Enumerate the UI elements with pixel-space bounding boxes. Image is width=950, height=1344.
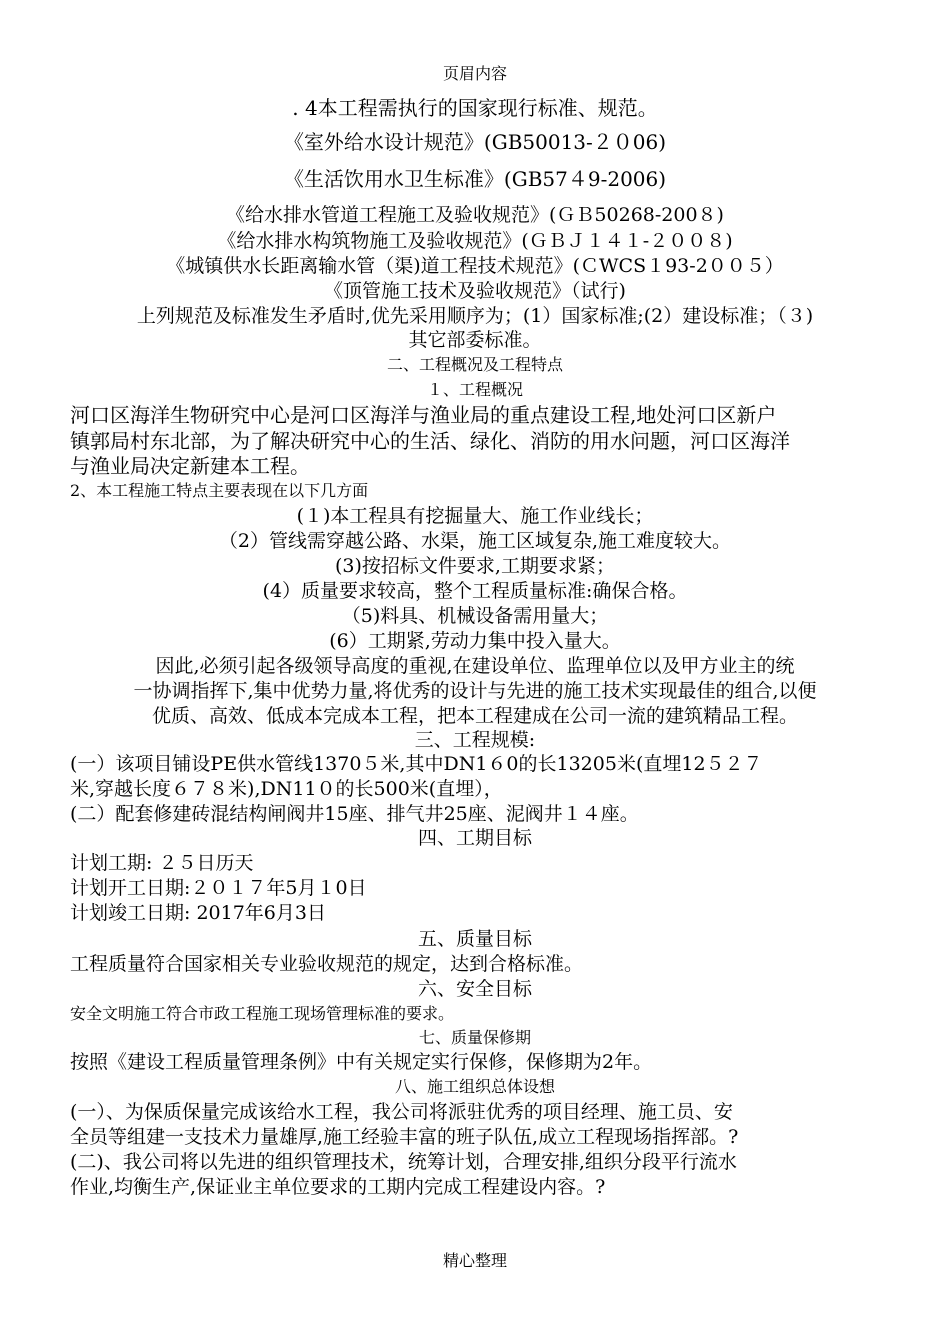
organization-paragraph: (二)、我公司将以先进的组织管理技术，统筹计划，合理安排,组织分段平行流水 [70,1151,737,1173]
schedule-line: 计划竣工日期: 2017年6月3日 [70,902,326,924]
feature-item: (6）工期紧,劳动力集中投入量大。 [329,630,621,652]
overview-paragraph: 河口区海洋生物研究中心是河口区海洋与渔业局的重点建设工程,地处河口区新户 [70,403,777,427]
subsection-heading: １、工程概况 [426,380,523,399]
overview-paragraph: 镇郭局村东北部，为了解决研究中心的生活、绿化、消防的用水问题，河口区海洋 [70,429,790,453]
section-heading: 四、工期目标 [417,827,532,849]
subsection-heading: 2、本工程施工特点主要表现在以下几方面 [70,481,369,500]
feature-item: (3)按招标文件要求,工期要求紧； [335,555,615,577]
standard-item: 《给水排水构筑物施工及验收规范》(ＧＢＪ１４１-２００８) [217,230,733,252]
quality-target-text: 工程质量符合国家相关专业验收规范的规定，达到合格标准。 [70,953,584,975]
organization-paragraph: (一）、为保质保量完成该给水工程，我公司将派驻优秀的项目经理、施工员、安 [70,1101,733,1123]
standard-item: 《顶管施工技术及验收规范》（试行) [324,280,626,302]
organization-paragraph: 作业,均衡生产,保证业主单位要求的工期内完成工程建设内容。? [70,1176,606,1198]
section-heading: 八、施工组织总体设想 [394,1077,555,1096]
schedule-line: 计划工期: ２５日历天 [70,852,254,874]
organization-paragraph: 全员等组建一支技术力量雄厚,施工经验丰富的班子队伍,成立工程现场指挥部。? [70,1126,739,1148]
warranty-text: 按照《建设工程质量管理条例》中有关规定实行保修，保修期为2年。 [70,1051,653,1073]
page-header: 页眉内容 [442,64,507,83]
section-heading: 七、质量保修期 [418,1028,531,1047]
section-heading: 二、工程概况及工程特点 [386,355,563,374]
priority-note: 其它部委标准。 [408,329,542,351]
feature-item: （2）管线需穿越公路、水渠，施工区域复杂,施工难度较大。 [218,530,732,552]
priority-note: 上列规范及标准发生矛盾时,优先采用顺序为；(1）国家标准;(2）建设标准；（３) [136,305,814,327]
standards-intro: . 4本工程需执行的国家现行标准、规范。 [292,96,658,120]
emphasis-paragraph: 一协调指挥下,集中优势力量,将优秀的设计与先进的施工技术实现最佳的组合,以便 [133,680,817,702]
feature-item: （5)料具、机械设备需用量大； [341,605,609,627]
section-heading: 三、工程规模: [414,729,536,751]
feature-item: (１)本工程具有挖掘量大、施工作业线长； [296,505,654,527]
standard-item: 《城镇供水长距离输水管（渠)道工程技术规范》(ＣWCS１93-2００５） [166,255,784,277]
scale-paragraph: (一）该项目铺设PE供水管线1370５米,其中DN1６0的长13205米(直埋12５２７ [70,753,763,775]
feature-item: (4）质量要求较高，整个工程质量标准:确保合格。 [262,580,688,602]
emphasis-paragraph: 因此,必须引起各级领导高度的重视,在建设单位、监理单位以及甲方业主的统 [155,655,795,677]
section-heading: 六、安全目标 [417,978,532,1000]
emphasis-paragraph: 优质、高效、低成本完成本工程，把本工程建成在公司一流的建筑精品工程。 [151,705,798,727]
section-heading: 五、质量目标 [417,928,532,950]
scale-paragraph: 米,穿越长度６７８米),DN11０的长500米(直埋）， [70,778,503,800]
safety-target-text: 安全文明施工符合市政工程施工现场管理标准的要求。 [70,1004,455,1023]
standard-item: 《室外给水设计规范》(GB50013-２０06) [283,130,667,154]
scale-paragraph: (二）配套修建砖混结构闸阀井15座、排气井25座、泥阀井１４座。 [70,803,639,825]
standard-item: 《生活饮用水卫生标准》(GB57４9-2006) [283,167,667,191]
standard-item: 《给水排水管道工程施工及验收规范》(ＧＢ50268-200８) [226,204,724,226]
page-footer: 精心整理 [442,1251,507,1270]
schedule-line: 计划开工日期:２０１７年5月１0日 [70,877,367,899]
overview-paragraph: 与渔业局决定新建本工程。 [70,454,310,478]
